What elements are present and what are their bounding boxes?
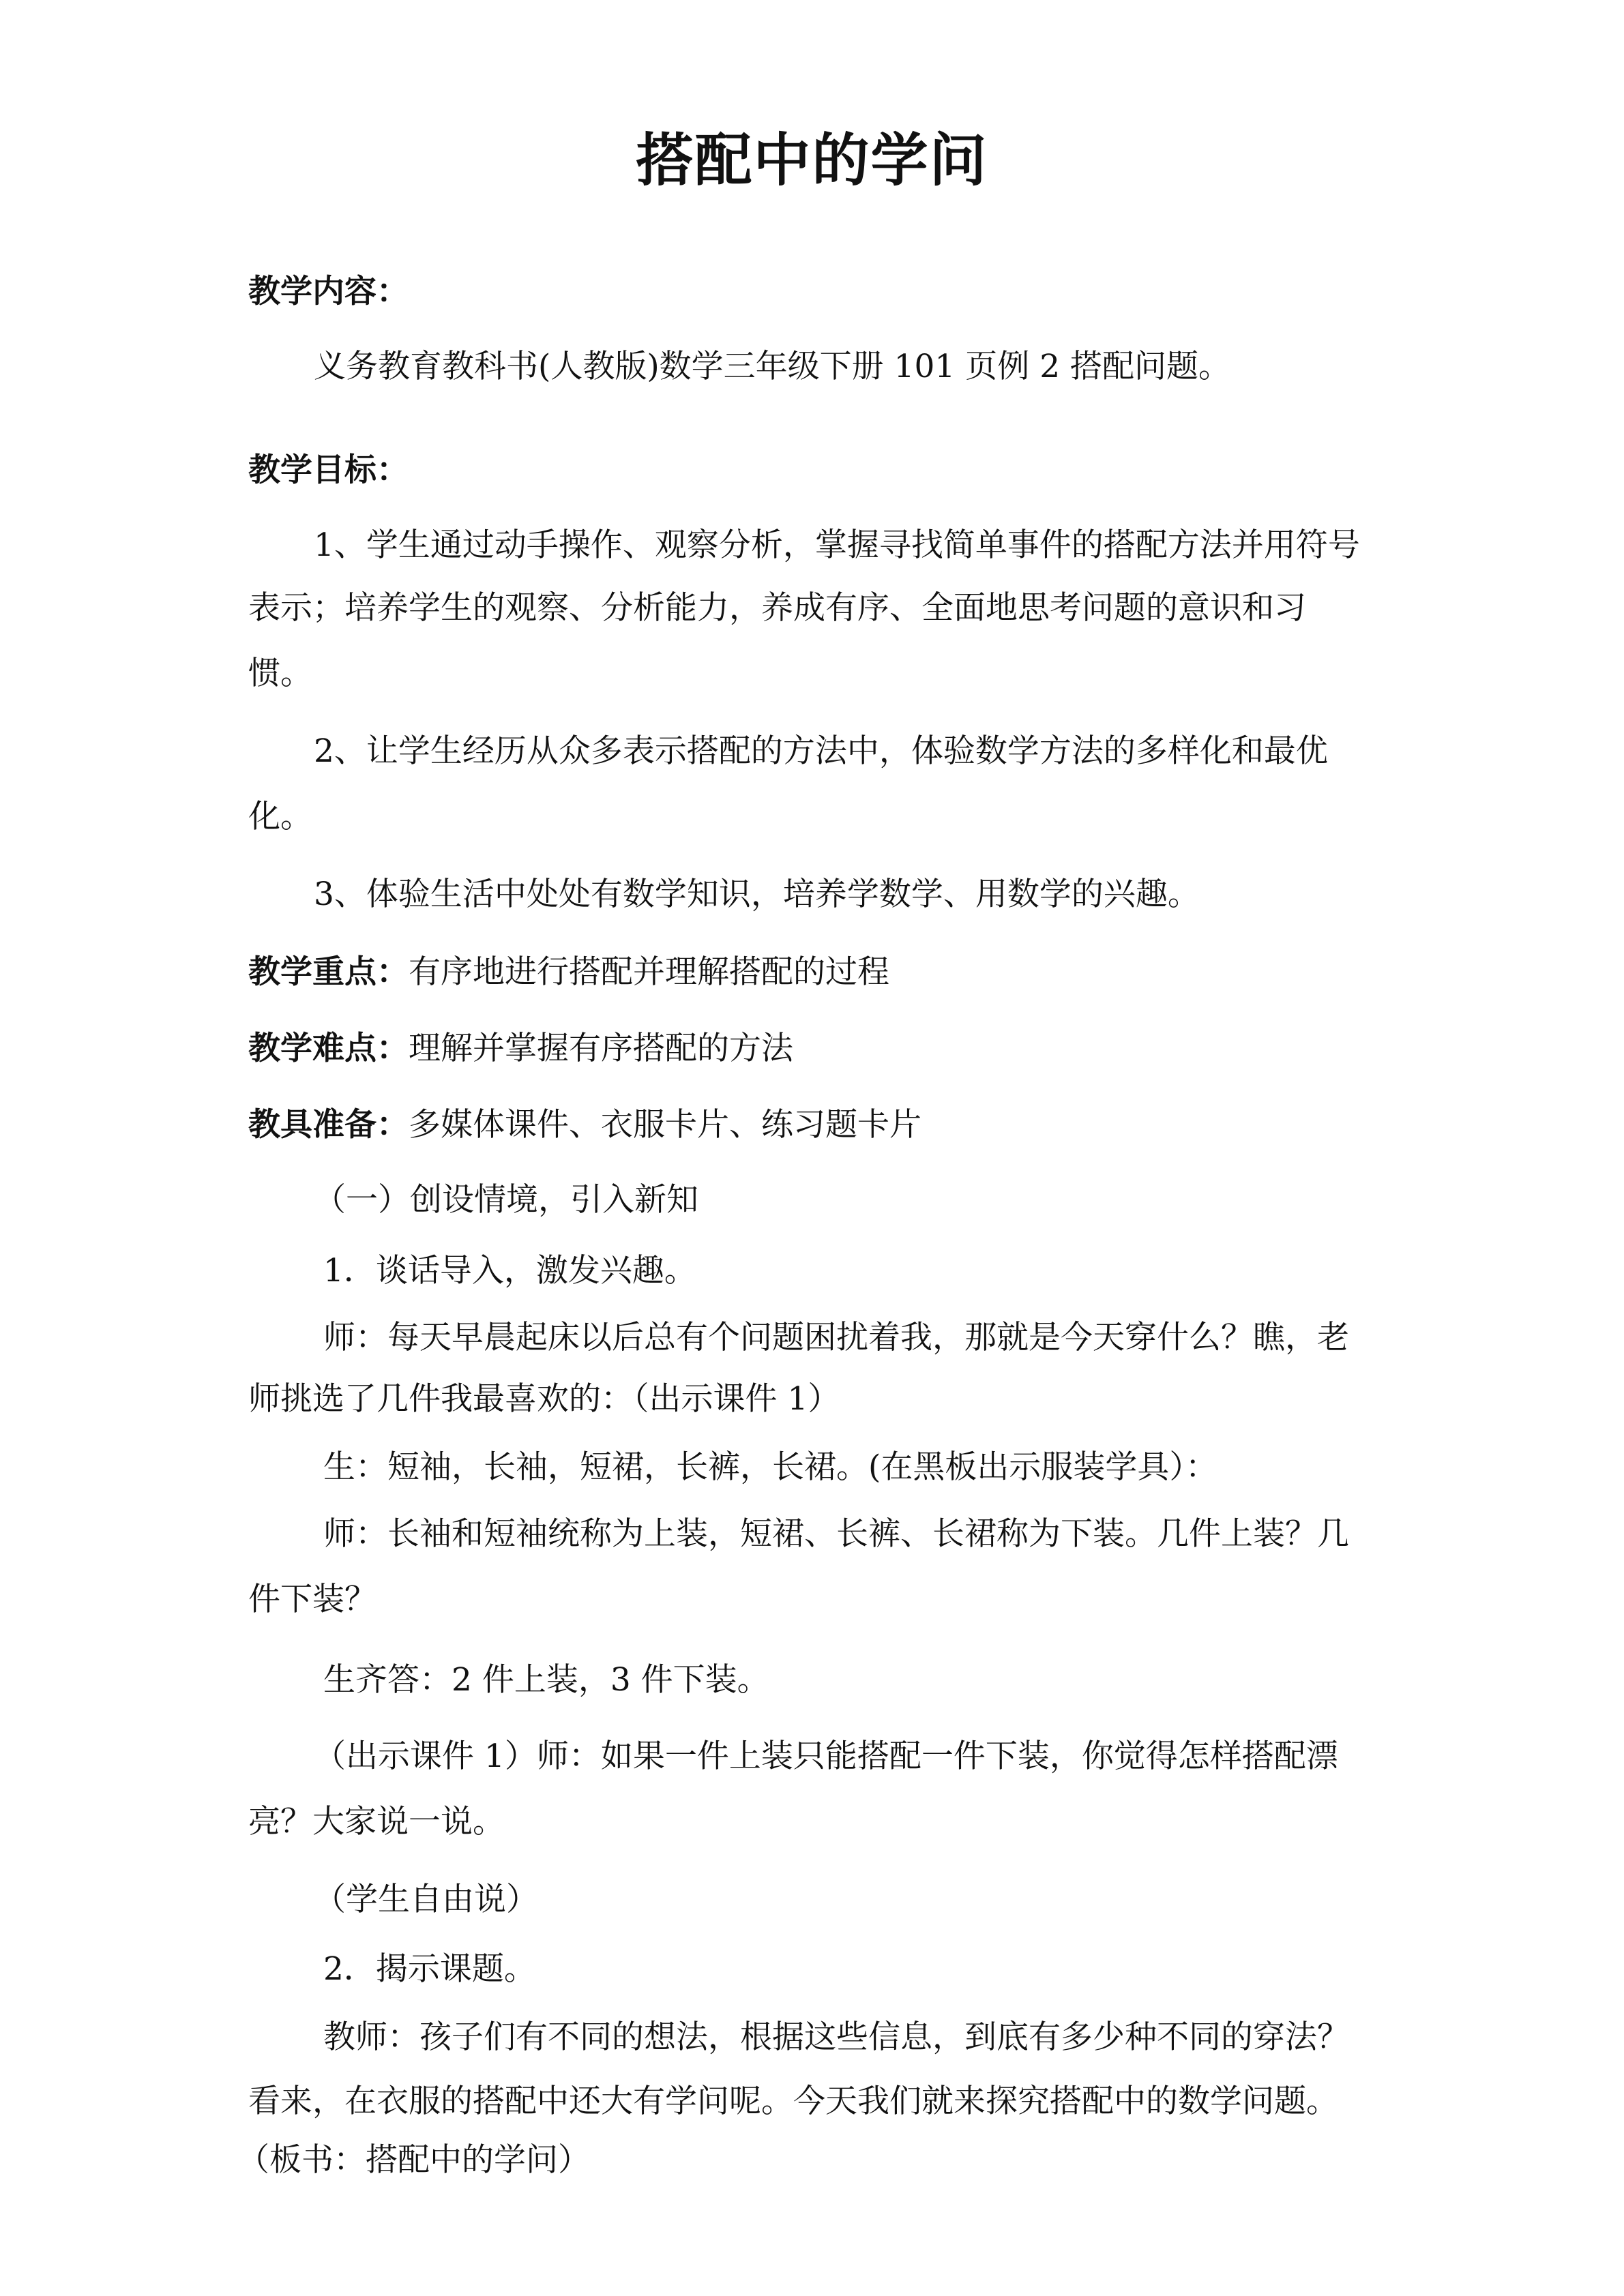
goal-1-line-2: 表示；培养学生的观察、分析能力，养成有序、全面地思考问题的意识和习 bbox=[248, 589, 1306, 627]
teaching-tools bbox=[248, 1105, 921, 1146]
tools-label: 教具准备： bbox=[248, 1106, 409, 1144]
goal-3-line-1: 3、体验生活中处处有数学知识，培养学数学、用数学的兴趣。 bbox=[314, 876, 1200, 913]
dialogue-5-line-1: （出示课件 1）师：如果一件上装只能搭配一件下装，你觉得怎样搭配漂 bbox=[314, 1738, 1338, 1775]
document-title: 搭配中的学问 bbox=[636, 127, 988, 194]
difficulty-text: 理解并掌握有序搭配的方法 bbox=[409, 1030, 793, 1067]
dialogue-4-line-1: 生齐答：2 件上装，3 件下装。 bbox=[323, 1661, 769, 1699]
step-1-sub-2: 2．揭示课题。 bbox=[323, 1950, 536, 1988]
key-point-label: 教学重点： bbox=[248, 953, 409, 991]
dialogue-7-line-3: （板书：搭配中的学问） bbox=[237, 2141, 590, 2179]
step-1-sub-1: 1．谈话导入，激发兴趣。 bbox=[323, 1252, 696, 1289]
goal-1-line-1: 1、学生通过动手操作、观察分析，掌握寻找简单事件的搭配方法并用符号 bbox=[314, 526, 1360, 564]
dialogue-1-line-2: 师挑选了几件我最喜欢的：（出示课件 1） bbox=[248, 1380, 840, 1418]
goal-2-line-1: 2、让学生经历从众多表示搭配的方法中，体验数学方法的多样化和最优 bbox=[314, 732, 1328, 770]
dialogue-2-line-1: 生：短袖，长袖，短裙，长裤，长裙。(在黑板出示服装学具）： bbox=[323, 1448, 1217, 1486]
dialogue-3-line-1: 师：长袖和短袖统称为上装，短裙、长裤、长裙称为下装。几件上装？几 bbox=[323, 1515, 1349, 1553]
difficulty-point bbox=[248, 1028, 793, 1069]
dialogue-1-line-1: 师：每天早晨起床以后总有个问题困扰着我，那就是今天穿什么？瞧，老 bbox=[323, 1319, 1349, 1356]
content-text: 义务教育教科书(人教版)数学三年级下册 101 页例 2 搭配问题。 bbox=[314, 348, 1231, 385]
dialogue-6-line-1: （学生自由说） bbox=[314, 1881, 538, 1918]
dialogue-7-line-2: 看来，在衣服的搭配中还大有学问呢。今天我们就来探究搭配中的数学问题。 bbox=[248, 2083, 1338, 2120]
key-point bbox=[248, 952, 889, 993]
dialogue-7-line-1: 教师：孩子们有不同的想法，根据这些信息，到底有多少种不同的穿法？ bbox=[323, 2018, 1349, 2056]
goals-heading: 教学目标： bbox=[248, 451, 409, 489]
key-point-text: 有序地进行搭配并理解搭配的过程 bbox=[409, 953, 889, 991]
goal-1-line-3: 惯。 bbox=[248, 655, 312, 692]
dialogue-5-line-2: 亮？大家说一说。 bbox=[248, 1803, 505, 1840]
content-heading: 教学内容： bbox=[248, 273, 409, 310]
goal-2-line-2: 化。 bbox=[248, 798, 312, 835]
difficulty-label: 教学难点： bbox=[248, 1030, 409, 1067]
tools-text: 多媒体课件、衣服卡片、练习题卡片 bbox=[409, 1106, 921, 1144]
step-1-heading: （一）创设情境，引入新知 bbox=[314, 1181, 698, 1219]
dialogue-3-line-2: 件下装？ bbox=[248, 1581, 377, 1618]
